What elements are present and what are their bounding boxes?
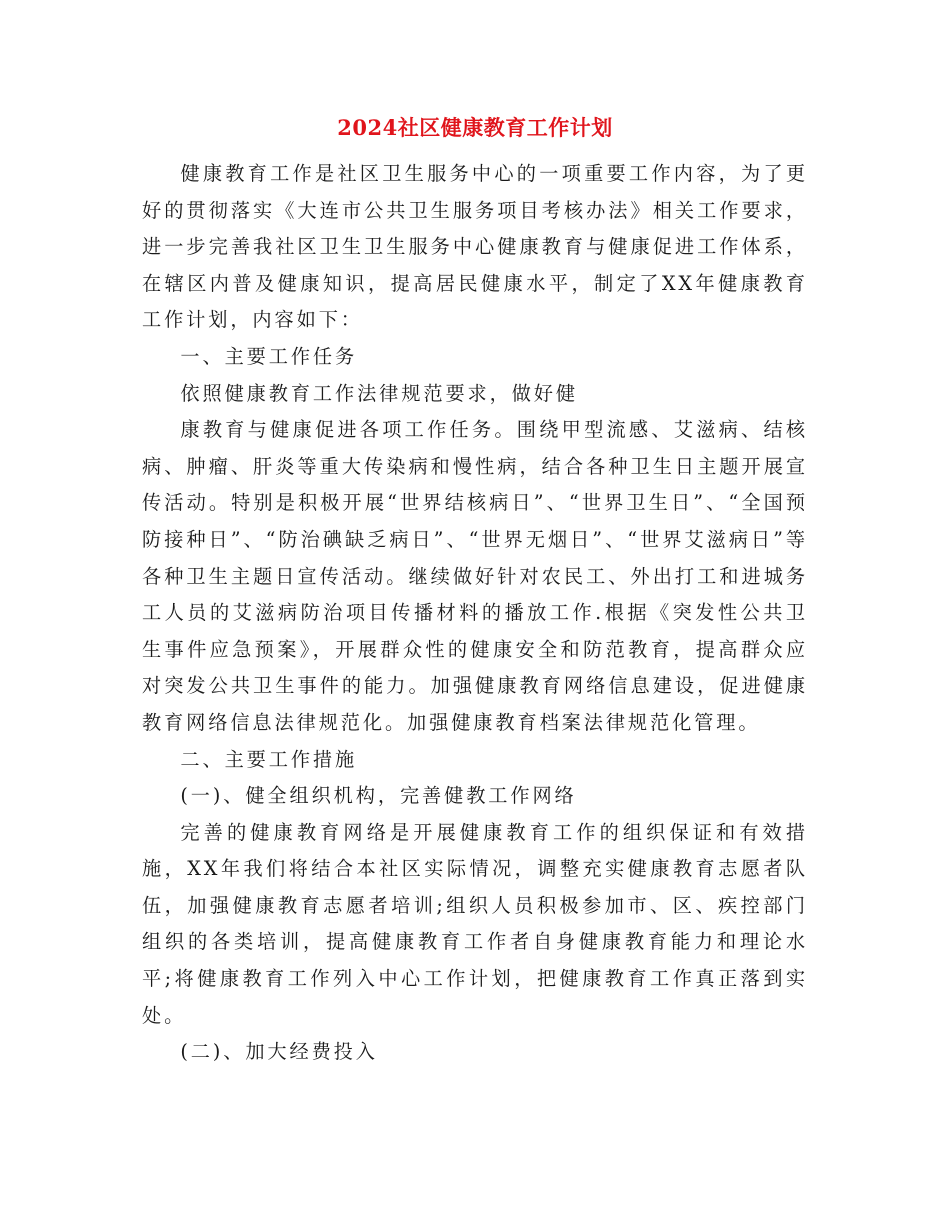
heading-main-measures: 二、主要工作措施: [180, 747, 358, 771]
subheading-organization: (一)、健全组织机构，完善健教工作网络: [180, 784, 577, 808]
document-body: [142, 156, 808, 1071]
subheading-funding: (二)、加大经费投入: [180, 1040, 378, 1064]
paragraph-tasks-body: 康教育与健康促进各项工作任务。围绕甲型流感、艾滋病、结核病、肿瘤、肝炎等重大传染病和慢性病，结合各种卫生日主题开展宣传活动。特别是积极开展“世界结核病日”、“世界卫生日”、“全国预防接种日”、“防治碘缺乏病日”、“世界无烟日”、“世界艾滋病日”等各种卫生主题日宣传活动。继续做好针对农民工、外出打工和进城务工人员的艾滋病防治项目传播材料的播放工作.根据《突发性公共卫生事件应急预案》，开展群众性的健康安全和防范教育，提高群众应对突发公共卫生事件的能力。加强健康教育网络信息建设，促进健康教育网络信息法律规范化。加强健康教育档案法律规范化管理。: [142, 418, 808, 734]
paragraph-intro: 健康教育工作是社区卫生服务中心的一项重要工作内容，为了更好的贯彻落实《大连市公共卫生服务项目考核办法》相关工作要求，进一步完善我社区卫生卫生服务中心健康教育与健康促进工作体系，在辖区内普及健康知识，提高居民健康水平，制定了XX年健康教育工作计划，内容如下：: [142, 162, 808, 332]
heading-main-tasks: 一、主要工作任务: [180, 344, 358, 368]
document-title: 2024社区健康教育工作计划: [337, 115, 613, 140]
paragraph-organization-body: 完善的健康教育网络是开展健康教育工作的组织保证和有效措施，XX年我们将结合本社区实际情况，调整充实健康教育志愿者队伍，加强健康教育志愿者培训;组织人员积极参加市、区、疾控部门组织的各类培训，提高健康教育工作者自身健康教育能力和理论水平;将健康教育工作列入中心工作计划，把健康教育工作真正落到实处。: [142, 820, 808, 1027]
paragraph-tasks-lead: 依照健康教育工作法律规范要求，做好健: [180, 381, 578, 405]
